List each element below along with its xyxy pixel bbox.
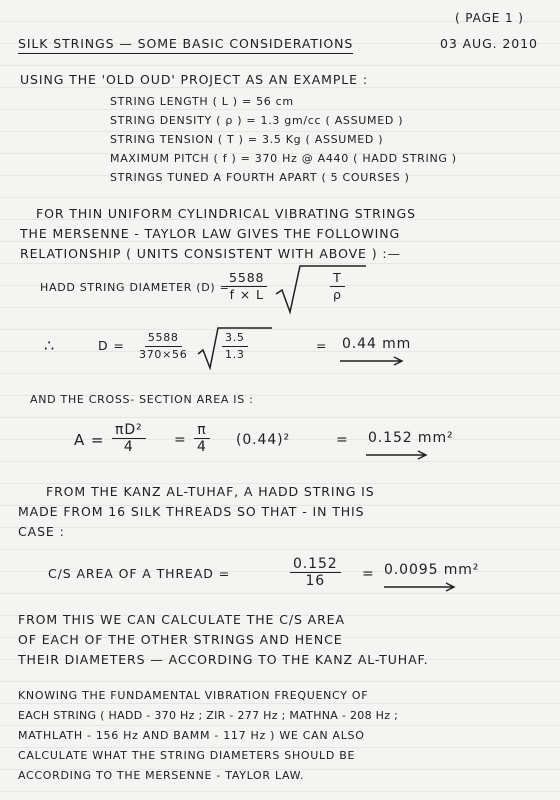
area-denominator-2: 4 xyxy=(197,439,207,455)
area-numerator-2: π xyxy=(194,422,209,439)
calc-line-1: FROM THIS WE CAN CALCULATE THE C/S AREA xyxy=(18,612,345,627)
param-max-pitch: MAXIMUM PITCH ( f ) = 370 Hz @ A440 ( HADD STRING ) xyxy=(110,152,457,165)
cross-section-line: AND THE CROSS- SECTION AREA IS : xyxy=(30,393,254,406)
thread-numerator: 0.152 xyxy=(290,556,341,573)
final-line-5: ACCORDING TO THE MERSENNE - TAYLOR LAW. xyxy=(18,769,305,782)
page-title: SILK STRINGS — SOME BASIC CONSIDERATIONS xyxy=(18,36,353,54)
eq2-root-numerator: 3.5 xyxy=(222,330,248,347)
thread-fraction xyxy=(290,556,341,589)
area-numerator-1: πD² xyxy=(112,422,146,439)
kanz-line-3: CASE : xyxy=(18,524,65,539)
page-number: ( PAGE 1 ) xyxy=(455,11,524,25)
underline-arrow-icon xyxy=(340,356,420,366)
final-line-4: CALCULATE WHAT THE STRING DIAMETERS SHOULD BE xyxy=(18,749,356,762)
kanz-line-2: MADE FROM 16 SILK THREADS SO THAT - IN THIS xyxy=(18,504,365,519)
eq1-numerator: 5588 xyxy=(226,270,267,287)
param-string-density: STRING DENSITY ( ρ ) = 1.3 gm/cc ( ASSUMED ) xyxy=(110,114,404,127)
eq2-numerator: 5588 xyxy=(145,330,182,347)
calc-line-2: OF EACH OF THE OTHER STRINGS AND HENCE xyxy=(18,632,343,647)
thread-lhs: C/S AREA OF A THREAD = xyxy=(48,566,231,581)
date: 03 AUG. 2010 xyxy=(440,36,538,51)
eq2-equals: = xyxy=(316,338,328,353)
eq1-root-numerator: T xyxy=(330,270,345,287)
eq2-fraction xyxy=(136,330,190,363)
final-line-1: KNOWING THE FUNDAMENTAL VIBRATION FREQUENCY OF xyxy=(18,689,369,702)
calc-line-3: THEIR DIAMETERS — ACCORDING TO THE KANZ AL-TUHAF. xyxy=(18,652,429,667)
eq1-root-denominator: ρ xyxy=(333,287,342,302)
param-courses: STRINGS TUNED A FOURTH APART ( 5 COURSES ) xyxy=(110,171,410,184)
eq2-result: 0.44 mm xyxy=(342,336,412,352)
underline-arrow-icon xyxy=(384,582,464,592)
thread-equals: = xyxy=(362,566,375,582)
area-lhs: A = xyxy=(74,431,105,449)
law-line-2: THE MERSENNE - TAYLOR LAW GIVES THE FOLLOWING xyxy=(20,226,401,241)
area-paren-value: (0.44)² xyxy=(236,432,291,448)
area-denominator-1: 4 xyxy=(123,439,134,455)
therefore-symbol: ∴ xyxy=(44,336,56,355)
eq2-lhs: D = xyxy=(98,338,125,353)
law-line-1: FOR THIN UNIFORM CYLINDRICAL VIBRATING STRINGS xyxy=(36,206,416,221)
final-line-3: MATHLATH - 156 Hz AND BAMM - 117 Hz ) WE CAN ALSO xyxy=(18,729,365,742)
area-equals-2: = xyxy=(336,432,349,448)
eq1-root-fraction xyxy=(330,270,345,303)
eq1-fraction xyxy=(226,270,267,303)
kanz-line-1: FROM THE KANZ AL-TUHAF, A HADD STRING IS xyxy=(46,484,375,499)
area-fraction-1 xyxy=(112,422,146,455)
underline-arrow-icon xyxy=(366,450,446,460)
sqrt-symbol-icon xyxy=(276,264,376,314)
eq2-root-fraction xyxy=(222,330,248,363)
eq1-lhs: HADD STRING DIAMETER (D) = xyxy=(40,281,230,294)
eq2-root-denominator: 1.3 xyxy=(225,348,245,361)
intro-line: USING THE 'OLD OUD' PROJECT AS AN EXAMPLE : xyxy=(20,72,368,87)
area-equals-1: = xyxy=(174,432,187,448)
area-fraction-2 xyxy=(194,422,210,455)
area-result: 0.152 mm² xyxy=(368,430,454,446)
final-line-2: EACH STRING ( HADD - 370 Hz ; ZIR - 277 Hz ; MATHNA - 208 Hz ; xyxy=(18,709,399,722)
eq2-denominator: 370×56 xyxy=(139,348,188,361)
param-string-tension: STRING TENSION ( T ) = 3.5 Kg ( ASSUMED ) xyxy=(110,133,384,146)
law-line-3: RELATIONSHIP ( UNITS CONSISTENT WITH ABOVE ) :— xyxy=(20,246,401,261)
eq1-denominator: f × L xyxy=(229,287,264,302)
thread-result: 0.0095 mm² xyxy=(384,562,480,578)
param-string-length: STRING LENGTH ( L ) = 56 cm xyxy=(110,95,294,108)
thread-denominator: 16 xyxy=(305,573,326,589)
